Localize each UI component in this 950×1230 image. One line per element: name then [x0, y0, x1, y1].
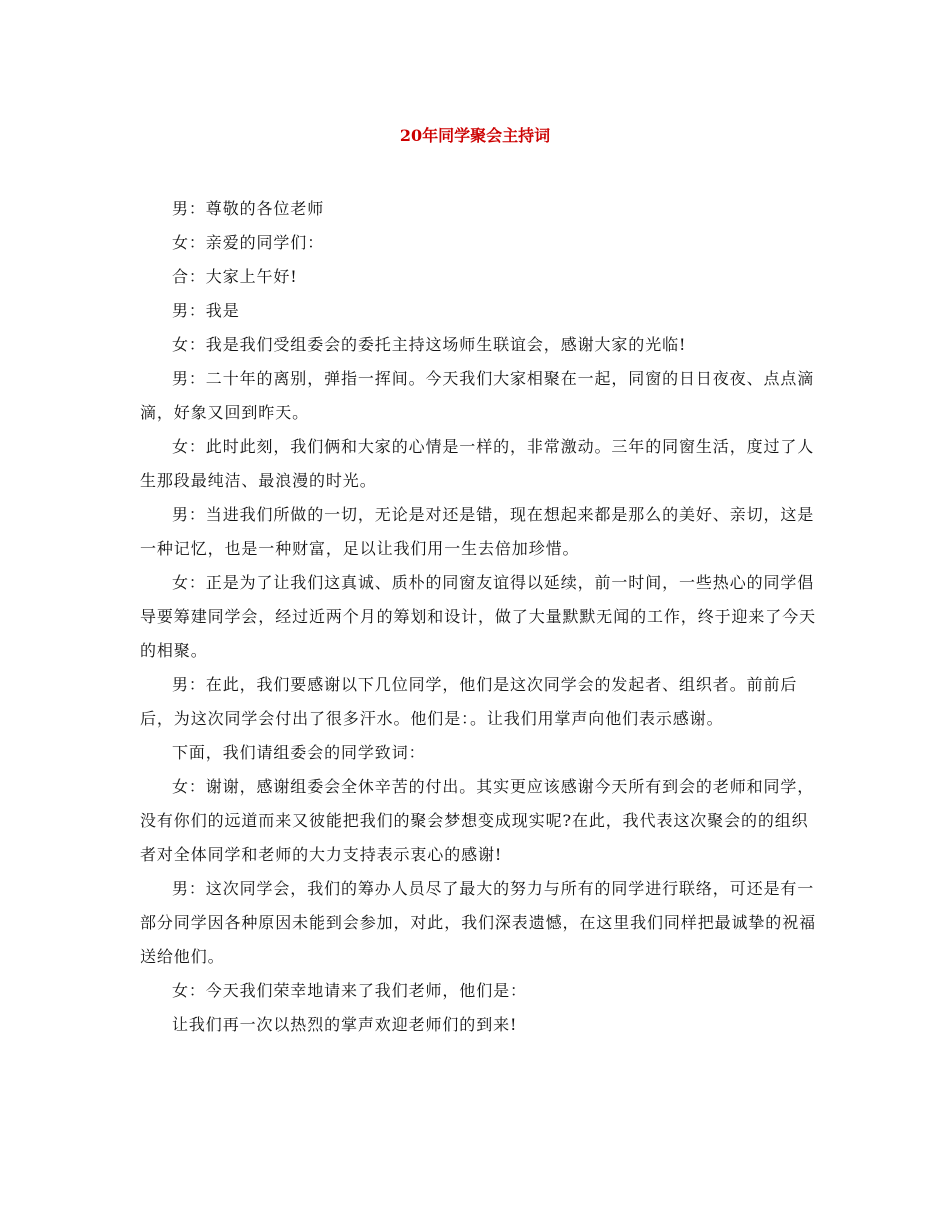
- paragraph: 下面，我们请组委会的同学致词：: [172, 743, 426, 762]
- paragraph: 让我们再一次以热烈的掌声欢迎老师们的到来!: [172, 1015, 518, 1034]
- paragraph: 女：亲爱的同学们：: [172, 233, 325, 252]
- paragraph: 男：我是: [172, 301, 240, 320]
- paragraph: 男：在此，我们要感谢以下几位同学，他们是这次同学会的发起者、组织者。前前后后，为这次同学会付出了很多汗水。他们是：。让我们用掌声向他们表示感谢。: [140, 675, 798, 728]
- paragraph: 女：正是为了让我们这真诚、质朴的同窗友谊得以延续，前一时间，一些热心的同学倡导要筹建同学会，经过近两个月的筹划和设计，做了大量默默无闻的工作，终于迎来了今天的相聚。: [140, 573, 817, 660]
- paragraph: 男：这次同学会，我们的筹办人员尽了最大的努力与所有的同学进行联络，可还是有一部分同学因各种原因未能到会参加，对此，我们深表遗憾，在这里我们同样把最诚挚的祝福送给他们。: [140, 879, 817, 966]
- document-title: 20年同学聚会主持词: [399, 126, 551, 145]
- paragraph: 女：谢谢，感谢组委会全休辛苦的付出。其实更应该感谢今天所有到会的老师和同学，没有你们的远道而来又彼能把我们的聚会梦想变成现实呢?在此，我代表这次聚会的的组织者对全体同学和老师的大力支持表示衷心的感谢!: [140, 777, 815, 864]
- paragraph: 女：今天我们荣幸地请来了我们老师，他们是：: [172, 981, 527, 1000]
- paragraph: 合：大家上午好!: [172, 267, 298, 286]
- paragraph: 男：二十年的离别，弹指一挥间。今天我们大家相聚在一起，同窗的日日夜夜、点点滴滴，好象又回到昨天。: [140, 369, 815, 422]
- paragraph: 男：当进我们所做的一切，无论是对还是错，现在想起来都是那么的美好、亲切，这是一种记忆，也是一种财富，足以让我们用一生去倍加珍惜。: [140, 505, 815, 558]
- paragraph: 女：我是我们受组委会的委托主持这场师生联谊会，感谢大家的光临!: [172, 335, 687, 354]
- paragraph: 女：此时此刻，我们俩和大家的心情是一样的，非常激动。三年的同窗生活，度过了人生那段最纯洁、最浪漫的时光。: [140, 437, 815, 490]
- paragraph: 男：尊敬的各位老师: [172, 199, 325, 218]
- document-body: [140, 192, 820, 1042]
